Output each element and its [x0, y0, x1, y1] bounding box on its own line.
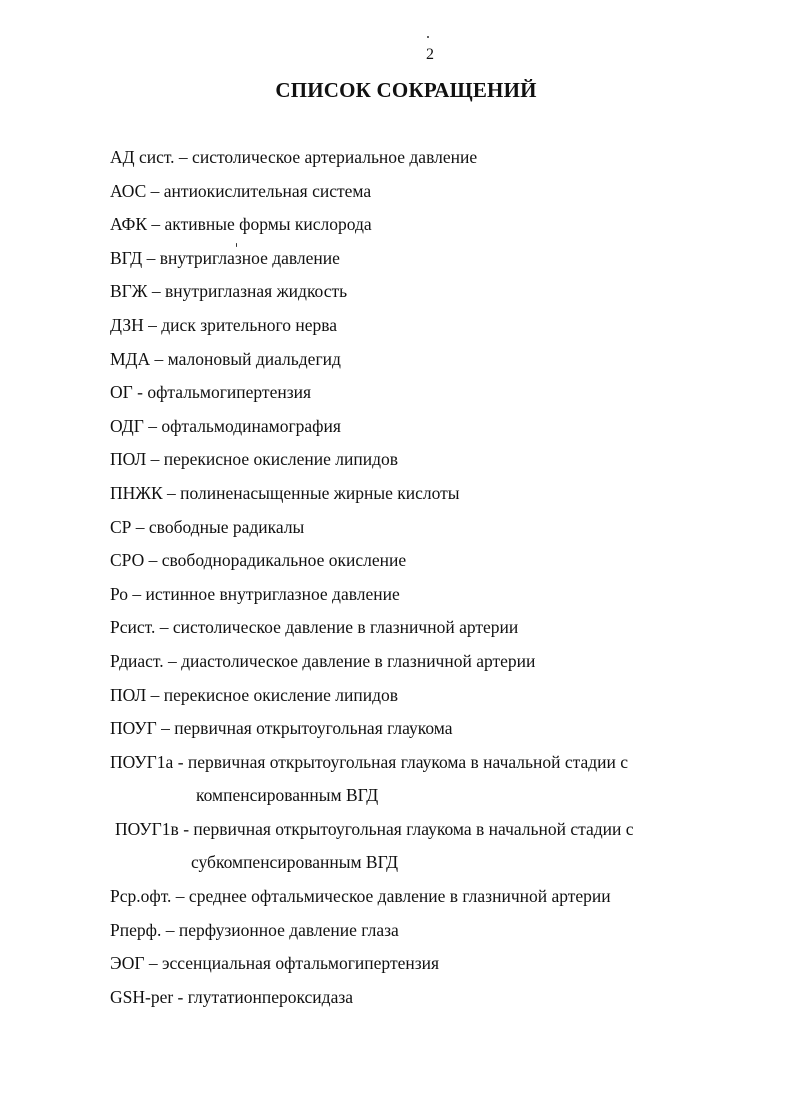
page-title: СПИСОК СОКРАЩЕНИЙ	[275, 78, 537, 102]
list-item: ПНЖК – полиненасыщенные жирные кислоты	[110, 482, 460, 503]
list-item: ВГД – внутриглазное давление	[110, 247, 340, 268]
list-item: ПОУГ1в - первичная открытоугольная глаукома в начальной стадии с	[115, 818, 634, 839]
list-item: СР – свободные радикалы	[110, 516, 305, 537]
abbreviation-list	[110, 146, 770, 1019]
list-item: GSH-per - глутатионпероксидаза	[110, 986, 354, 1007]
list-item: МДА – малоновый диальдегид	[110, 348, 341, 369]
list-item-continuation: компенсированным ВГД	[196, 785, 379, 806]
list-item: Рср.офт. – среднее офтальмическое давление в глазничной артерии	[110, 886, 611, 907]
list-item: АФК – активные формы кислорода	[110, 214, 372, 235]
list-item: Рдиаст. – диастолическое давление в глазничной артерии	[110, 650, 536, 671]
list-item: ОГ - офтальмогипертензия	[110, 382, 312, 403]
list-item: АД сист. – систолическое артериальное давление	[110, 147, 478, 167]
list-item: ПОЛ – перекисное окисление липидов	[110, 449, 399, 470]
list-item: Рсист. – систолическое давление в глазничной артерии	[110, 617, 519, 638]
list-item: СРО – свободнорадикальное окисление	[110, 550, 407, 571]
list-item: ВГЖ – внутриглазная жидкость	[110, 281, 348, 302]
list-item: ДЗН – диск зрительного нерва	[110, 314, 338, 335]
page-number: 2	[426, 46, 434, 63]
list-item-continuation: субкомпенсированным ВГД	[191, 852, 399, 873]
list-item: Ро – истинное внутриглазное давление	[110, 583, 400, 604]
scan-speck	[427, 36, 429, 38]
list-item: Рперф. – перфузионное давление глаза	[110, 919, 399, 940]
list-item: ПОЛ – перекисное окисление липидов	[110, 684, 399, 705]
list-item: АОС – антиокислительная система	[110, 180, 372, 201]
list-item: ПОУГ1а - первичная открытоугольная глаукома в начальной стадии с	[110, 751, 629, 772]
list-item: ОДГ – офтальмодинамография	[110, 415, 341, 436]
list-item: ЭОГ – эссенциальная офтальмогипертензия	[110, 953, 440, 974]
list-item: ПОУГ – первичная открытоугольная глаукома	[110, 718, 453, 739]
